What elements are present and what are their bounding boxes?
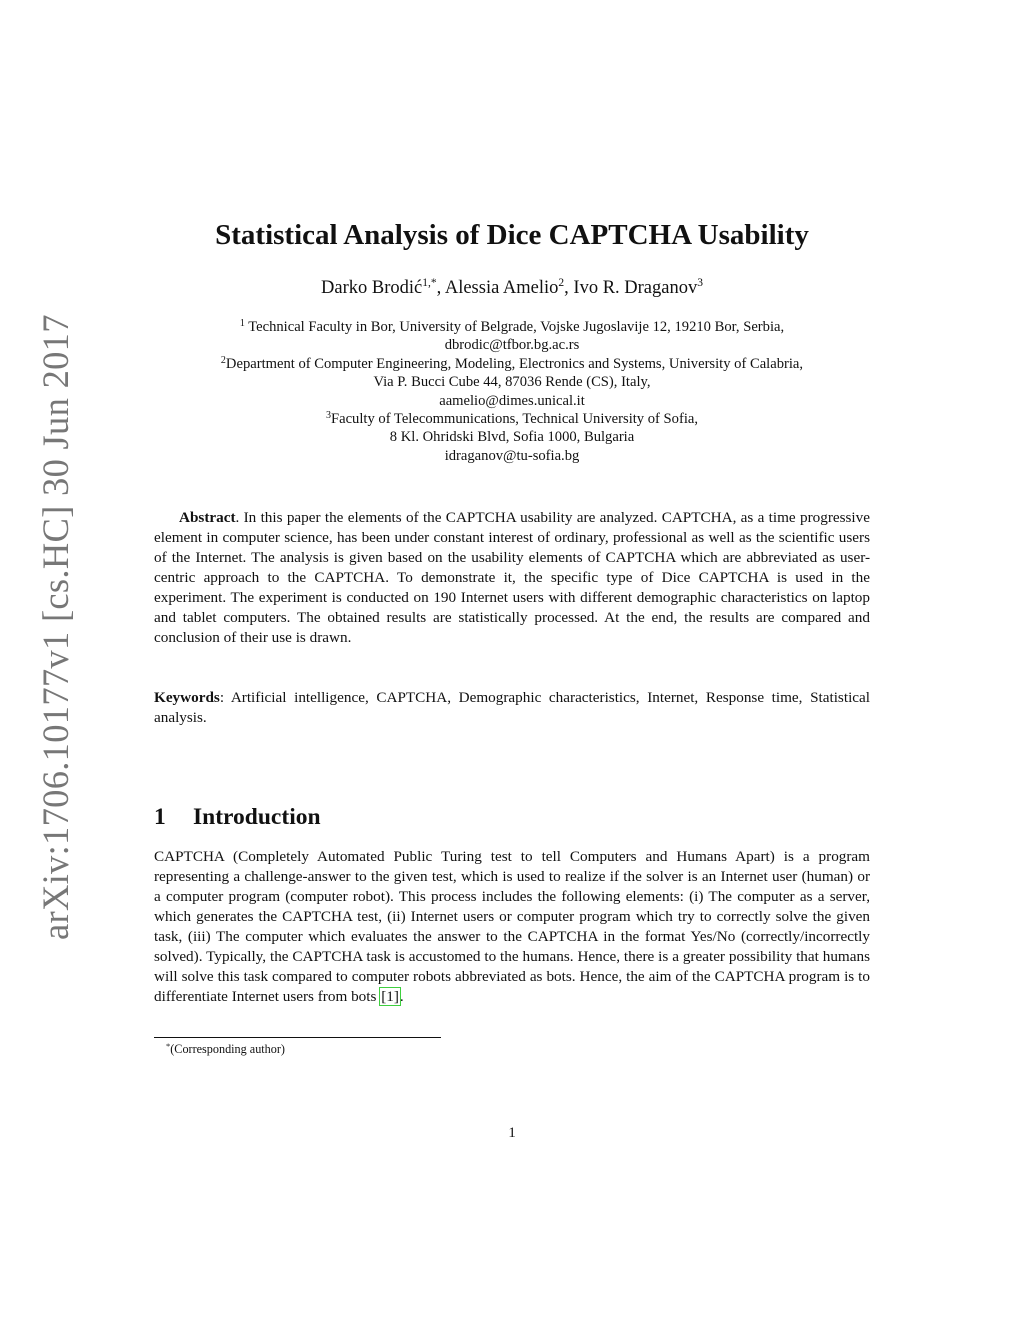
paper-title: Statistical Analysis of Dice CAPTCHA Usability xyxy=(215,219,809,251)
author-affiliation-mark: 2 xyxy=(558,277,565,289)
affiliation-line xyxy=(120,410,904,428)
footnote-mark: * xyxy=(166,1041,171,1051)
affiliation-text: Department of Computer Engineering, Modeling, Electronics and Systems, University of Calabria, xyxy=(225,355,804,372)
introduction-end: . xyxy=(399,988,404,1005)
affiliation-mark: 3 xyxy=(325,410,331,422)
author-separator: , xyxy=(436,278,445,298)
keywords-label: Keywords xyxy=(154,689,220,706)
citation-link[interactable]: [1] xyxy=(381,988,399,1005)
abstract-text: . In this paper the elements of the CAPTCHA usability are analyzed. CAPTCHA, as a time progressive element in computer science, has been under constant interest of ordinary, professional as well as the scientific users of the Internet. The analysis is given based on the usability elements of CAPTCHA which are abbreviated as user-centric approach to the CAPTCHA. To demonstrate it, the specific type of Dice CAPTCHA is used in the experiment. The experiment is conducted on 190 Internet users with different demographic characteristics on laptop and tablet computers. The obtained results are statistically processed. At the end, the results are compared and conclusion of their use is drawn. xyxy=(154,509,870,646)
affiliation-address: Via P. Bucci Cube 44, 87036 Rende (CS), Italy, xyxy=(373,374,651,391)
affiliation-line xyxy=(120,355,904,373)
affiliation-address: 8 Kl. Ohridski Blvd, Sofia 1000, Bulgaria xyxy=(389,429,635,446)
author-name: Ivo R. Draganov xyxy=(573,278,698,298)
section-number: 1 xyxy=(154,804,166,830)
author-email: dbrodic@tfbor.bg.ac.rs xyxy=(444,337,580,354)
footnote-text: (Corresponding author) xyxy=(170,1042,285,1056)
author-name: Darko Brodić xyxy=(321,278,423,298)
section-title: Introduction xyxy=(193,804,321,830)
author-affiliation-mark: 1,* xyxy=(422,277,437,289)
author-email: idraganov@tu-sofia.bg xyxy=(444,447,580,464)
introduction-paragraph xyxy=(154,847,870,1007)
affiliation-text: Technical Faculty in Bor, University of Belgrade, Vojske Jugoslavije 12, 19210 Bor, Serbia, xyxy=(244,319,785,335)
author-email: aamelio@dimes.unical.it xyxy=(439,392,585,409)
author-affiliation-mark: 3 xyxy=(697,277,703,289)
introduction-text: CAPTCHA (Completely Automated Public Turing test to tell Computers and Humans Apart) is a program representing a challenge-answer to the given test, which is used to realize if the solver is an Internet user (human) or a computer program (computer robot). This process includes the following elements: (i) The computer as a server, which generates the CAPTCHA test, (ii) Internet users or computer program which try to correctly solve the given task, (iii) The computer which evaluates the answer to the CAPTCHA in the format Yes/No (correctly/incorrectly solved). Typically, the CAPTCHA task is accustomed to the humans. Hence, there is a greater possibility that humans will solve this task compared to computer robots abbreviated as bots. Hence, the aim of the CAPTCHA program is to differentiate Internet users from bots xyxy=(154,848,870,1005)
section-heading xyxy=(154,803,321,831)
keywords xyxy=(154,688,870,728)
footnote xyxy=(166,1042,285,1057)
author-name: Alessia Amelio xyxy=(444,278,559,298)
abstract-label: Abstract xyxy=(179,509,236,526)
affiliation-block xyxy=(120,318,904,465)
arxiv-identifier-stamp: arXiv:1706.10177v1 [cs.HC] 30 Jun 2017 xyxy=(35,314,76,940)
affiliation-text: Faculty of Telecommunications, Technical University of Sofia, xyxy=(330,411,699,428)
keywords-text: : Artificial intelligence, CAPTCHA, Demographic characteristics, Internet, Response time, Statistical analysis. xyxy=(154,689,870,726)
affiliation-mark: 1 xyxy=(239,318,245,329)
affiliation-line xyxy=(120,318,904,336)
author-list xyxy=(120,277,904,299)
abstract xyxy=(154,508,870,648)
page-number: 1 xyxy=(508,1124,516,1141)
author-separator: , xyxy=(564,278,574,298)
affiliation-mark: 2 xyxy=(220,354,226,366)
footnote-rule xyxy=(154,1037,441,1038)
